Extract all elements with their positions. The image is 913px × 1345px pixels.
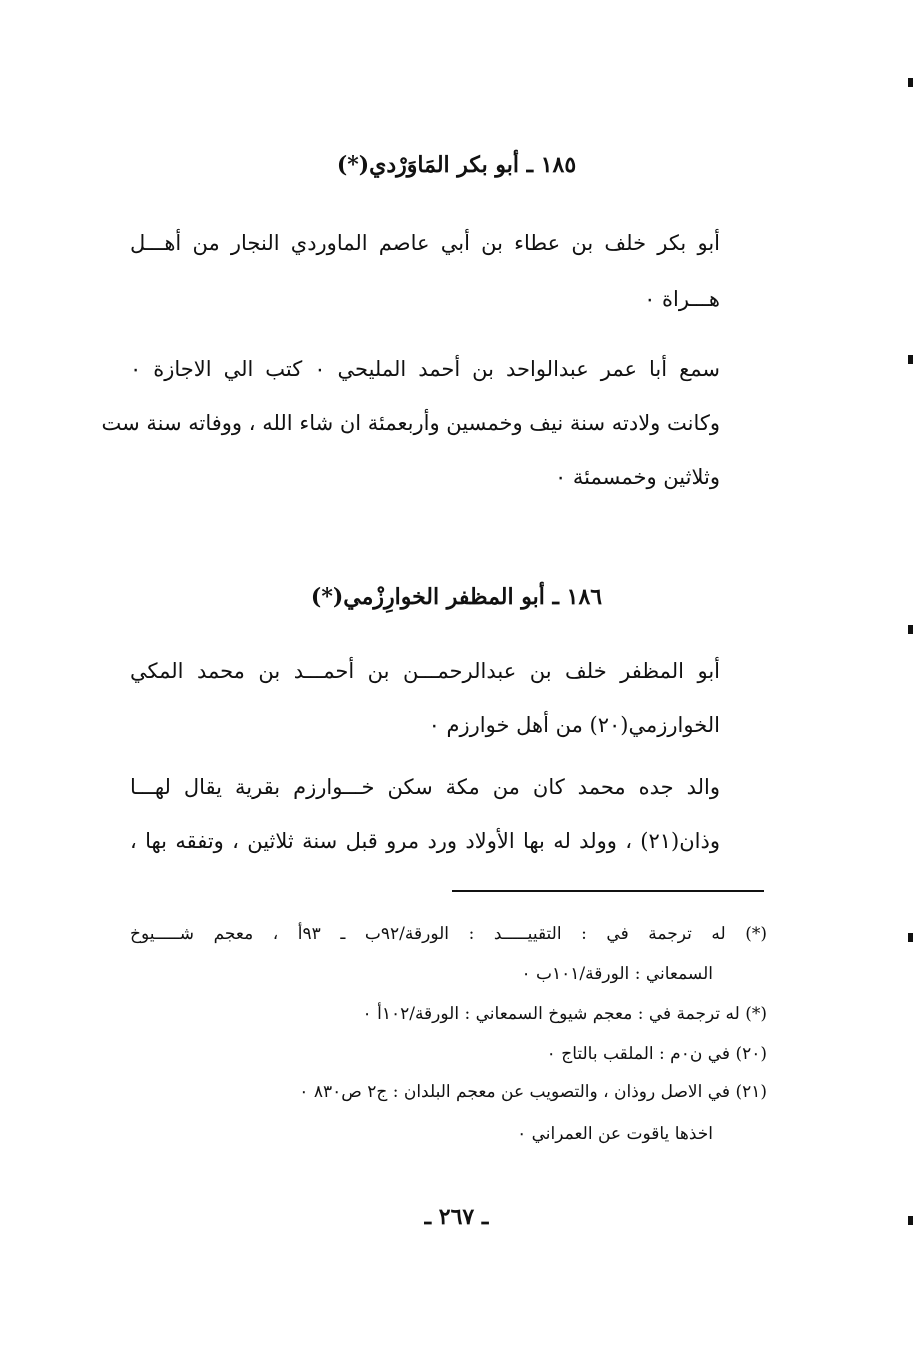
footnote-2-line1: (*) له ترجمة في : معجم شيوخ السمعاني : الورقة/١٠٢أ ٠ [362, 1004, 767, 1024]
entry-186-p1-line1: أبو المظفر خلف بن عبدالرحمـــن بن أحمـــد بن محمد المكي [130, 659, 720, 683]
scan-edge-mark [908, 1216, 913, 1225]
scan-edge-mark [908, 625, 913, 634]
entry-185-p1-line2: هـــراة ٠ [644, 287, 720, 311]
entry-185-p2-line1: سمع أبا عمر عبدالواحد بن أحمد المليحي ٠ كتب الي الاجازة ٠ [130, 357, 720, 381]
footnote-separator [452, 890, 764, 892]
page-number: ـ ٢٦٧ ـ [424, 1204, 489, 1230]
scan-edge-mark [908, 933, 913, 942]
footnote-4-line2: اخذها ياقوت عن العمراني ٠ [517, 1124, 713, 1144]
entry-185-p2-line3: وثلاثين وخمسمئة ٠ [554, 465, 720, 489]
entry-185-p1-line1: أبو بكر خلف بن عطاء بن أبي عاصم الماوردي النجار من أهـــل [130, 231, 720, 255]
entry-185-title: ١٨٥ ـ أبو بكر المَاوَرْدي(*) [336, 152, 577, 178]
entry-186-p2-line2: وذان(٢١) ، وولد له بها الأولاد ورد مرو قبل سنة ثلاثين ، وتفقه بها ، [130, 829, 720, 853]
scan-edge-mark [908, 355, 913, 364]
footnote-4-line1: (٢١) في الاصل روذان ، والتصويب عن معجم البلدان : ج٢ ص٨٣٠ ٠ [299, 1082, 767, 1102]
scan-edge-mark [908, 78, 913, 87]
entry-186-p1-line2: الخوارزمي(٢٠) من أهل خوارزم ٠ [428, 713, 720, 737]
footnote-1-line2: السمعاني : الورقة/١٠١ب ٠ [521, 964, 713, 984]
entry-185-p2-line2: وكانت ولادته سنة نيف وخمسين وأربعمئة ان شاء الله ، ووفاته سنة ست [101, 411, 720, 435]
footnote-3-line1: (٢٠) في ن٠م : الملقب بالتاج ٠ [546, 1044, 767, 1064]
footnote-1-line1: (*) له ترجمة في : التقييـــــد : الورقة/٩٢ب ـ ٩٣أ ، معجم شـــــيوخ [130, 924, 768, 944]
entry-186-p2-line1: والد جده محمد كان من مكة سكن خـــوارزم بقرية يقال لهـــا [130, 775, 720, 799]
entry-186-title: ١٨٦ ـ أبو المظفر الخوارِزْمي(*) [310, 584, 603, 610]
